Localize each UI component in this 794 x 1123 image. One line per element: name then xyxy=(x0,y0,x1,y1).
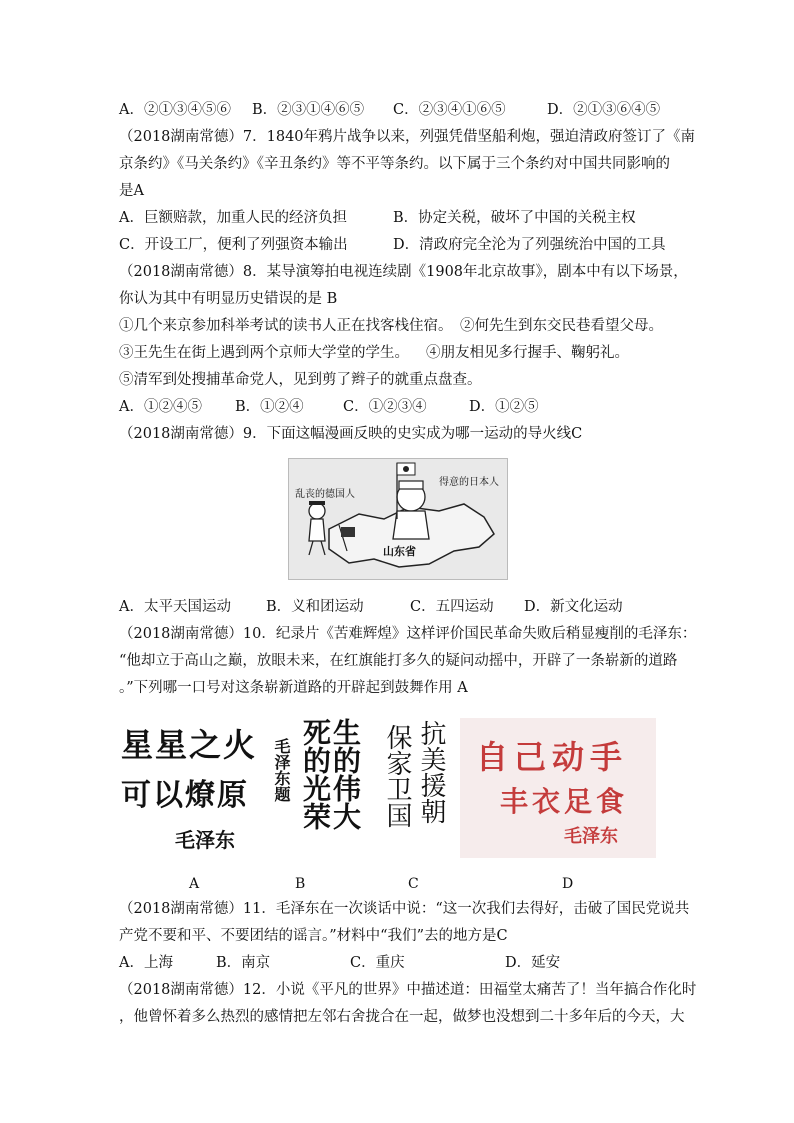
q7-stem-line2: 京条约》《马关条约》《辛丑条约》等不平等条约。以下属于三个条约对中国共同影响的 xyxy=(119,156,670,172)
q6-option-c: C．②③④①⑥⑤ xyxy=(393,102,506,118)
q7-option-b: B．协定关税，破坏了中国的关税主权 xyxy=(393,210,636,226)
calligraphy-d-line1: 自己动手 xyxy=(476,738,629,776)
q7-option-c: C．开设工厂，便利了列强资本输出 xyxy=(119,237,348,253)
cartoon-label-shandong: 山东省 xyxy=(383,545,416,558)
q6-option-d: D．②①③⑥④⑤ xyxy=(547,102,661,118)
q10-stem-line1: （2018湖南常德）10．纪录片《苦难辉煌》这样评价国民革命失败后稍显瘦削的毛泽东： xyxy=(119,626,697,642)
q8-stem-line1: （2018湖南常德）8．某导演筹拍电视连续剧《1908年北京故事》，剧本中有以下场景， xyxy=(119,264,688,280)
q8-option-c: C．①②③④ xyxy=(343,399,427,415)
q7-option-d: D．清政府完全沦为了列强统治中国的工具 xyxy=(393,237,666,253)
calligraphy-c-line2: 保家卫国 xyxy=(382,724,412,828)
q6-option-a: A．②①③④⑤⑥ xyxy=(119,102,231,118)
q10-stem-line2: “他却立于高山之巅，放眼未来，在红旗能打多久的疑问动摇中，开辟了一条崭新的道路 xyxy=(119,653,678,669)
calligraphy-b xyxy=(270,718,370,858)
calligraphy-c-line1: 抗美援朝 xyxy=(416,720,446,824)
q8-scene-2: ②何先生到东交民巷看望父母。 xyxy=(460,318,663,334)
q6-option-b: B．②③①④⑥⑤ xyxy=(252,102,365,118)
q9-option-d: D．新文化运动 xyxy=(524,599,623,615)
calligraphy-c xyxy=(375,718,455,858)
q12-stem-line1: （2018湖南常德）12．小说《平凡的世界》中描述道：田福堂太痛苦了！当年搞合作化时 xyxy=(119,982,697,998)
q8-option-d: D．①②⑤ xyxy=(469,399,539,415)
q7-stem-line3: 是A xyxy=(119,183,144,199)
calligraphy-d-signature: 毛泽东 xyxy=(564,826,618,847)
calligraphy-d-line2: 丰衣足食 xyxy=(500,785,629,818)
q8-scene-5: ⑤清军到处搜捕革命党人，见到剪了辫子的就重点盘查。 xyxy=(119,372,482,388)
q8-scene-4: ④朋友相见多行握手、鞠躬礼。 xyxy=(426,345,629,361)
cartoon-label-german: 乱丧的德国人 xyxy=(295,489,355,500)
calligraphy-d xyxy=(460,718,656,858)
q12-stem-line2: ，他曾怀着多么热烈的感情把左邻右舍拢合在一起，做梦也没想到二十多年后的今天，大 xyxy=(119,1009,685,1025)
q9-option-a: A．太平天国运动 xyxy=(119,599,231,615)
q11-stem-line1: （2018湖南常德）11．毛泽东在一次谈话中说：“这一次我们去得好，击破了国民党说共 xyxy=(119,901,690,917)
q11-option-b: B．南京 xyxy=(216,955,271,971)
q9-stem-line1: （2018湖南常德）9．下面这幅漫画反映的史实成为哪一运动的导火线C xyxy=(119,426,583,442)
calligraphy-label-d: D xyxy=(562,876,574,892)
q8-stem-line2: 你认为其中有明显历史错误的是 B xyxy=(119,291,338,307)
q9-option-b: B．义和团运动 xyxy=(266,599,364,615)
calligraphy-b-line2: 死的光荣 xyxy=(299,718,332,830)
calligraphy-a-line1: 星星之火 xyxy=(121,726,258,764)
calligraphy-label-c: C xyxy=(408,876,419,892)
q11-option-a: A．上海 xyxy=(119,955,173,971)
q8-scene-1: ①几个来京参加科举考试的读书人正在找客栈住宿。 xyxy=(119,318,453,334)
q11-option-c: C．重庆 xyxy=(350,955,405,971)
cartoon-label-japanese: 得意的日本人 xyxy=(439,477,499,488)
cartoon-image xyxy=(288,458,508,580)
q11-stem-line2: 产党不要和平、不要团结的谣言。”材料中“我们”去的地方是C xyxy=(119,928,508,944)
q8-option-a: A．①②④⑤ xyxy=(119,399,202,415)
q8-scene-3: ③王先生在街上遇到两个京师大学堂的学生。 xyxy=(119,345,409,361)
calligraphy-a-signature: 毛泽东 xyxy=(175,828,235,852)
calligraphy-label-b: B xyxy=(295,876,306,892)
q7-option-a: A．巨额赔款，加重人民的经济负担 xyxy=(119,210,347,226)
q11-option-d: D．延安 xyxy=(505,955,561,971)
calligraphy-label-a: A xyxy=(189,876,200,892)
calligraphy-b-signature: 毛泽东题 xyxy=(272,738,291,802)
q10-stem-line3: 。”下列哪一口号对这条崭新道路的开辟起到鼓舞作用 A xyxy=(119,680,468,696)
calligraphy-a-line2: 可以燎原 xyxy=(121,778,249,813)
calligraphy-a xyxy=(119,718,269,858)
q9-option-c: C．五四运动 xyxy=(410,599,494,615)
calligraphy-b-line1: 生的伟大 xyxy=(329,718,362,830)
q7-stem-line1: （2018湖南常德）7．1840年鸦片战争以来，列强凭借坚船利炮，强迫清政府签订了《南 xyxy=(119,129,696,145)
q8-option-b: B．①②④ xyxy=(235,399,304,415)
